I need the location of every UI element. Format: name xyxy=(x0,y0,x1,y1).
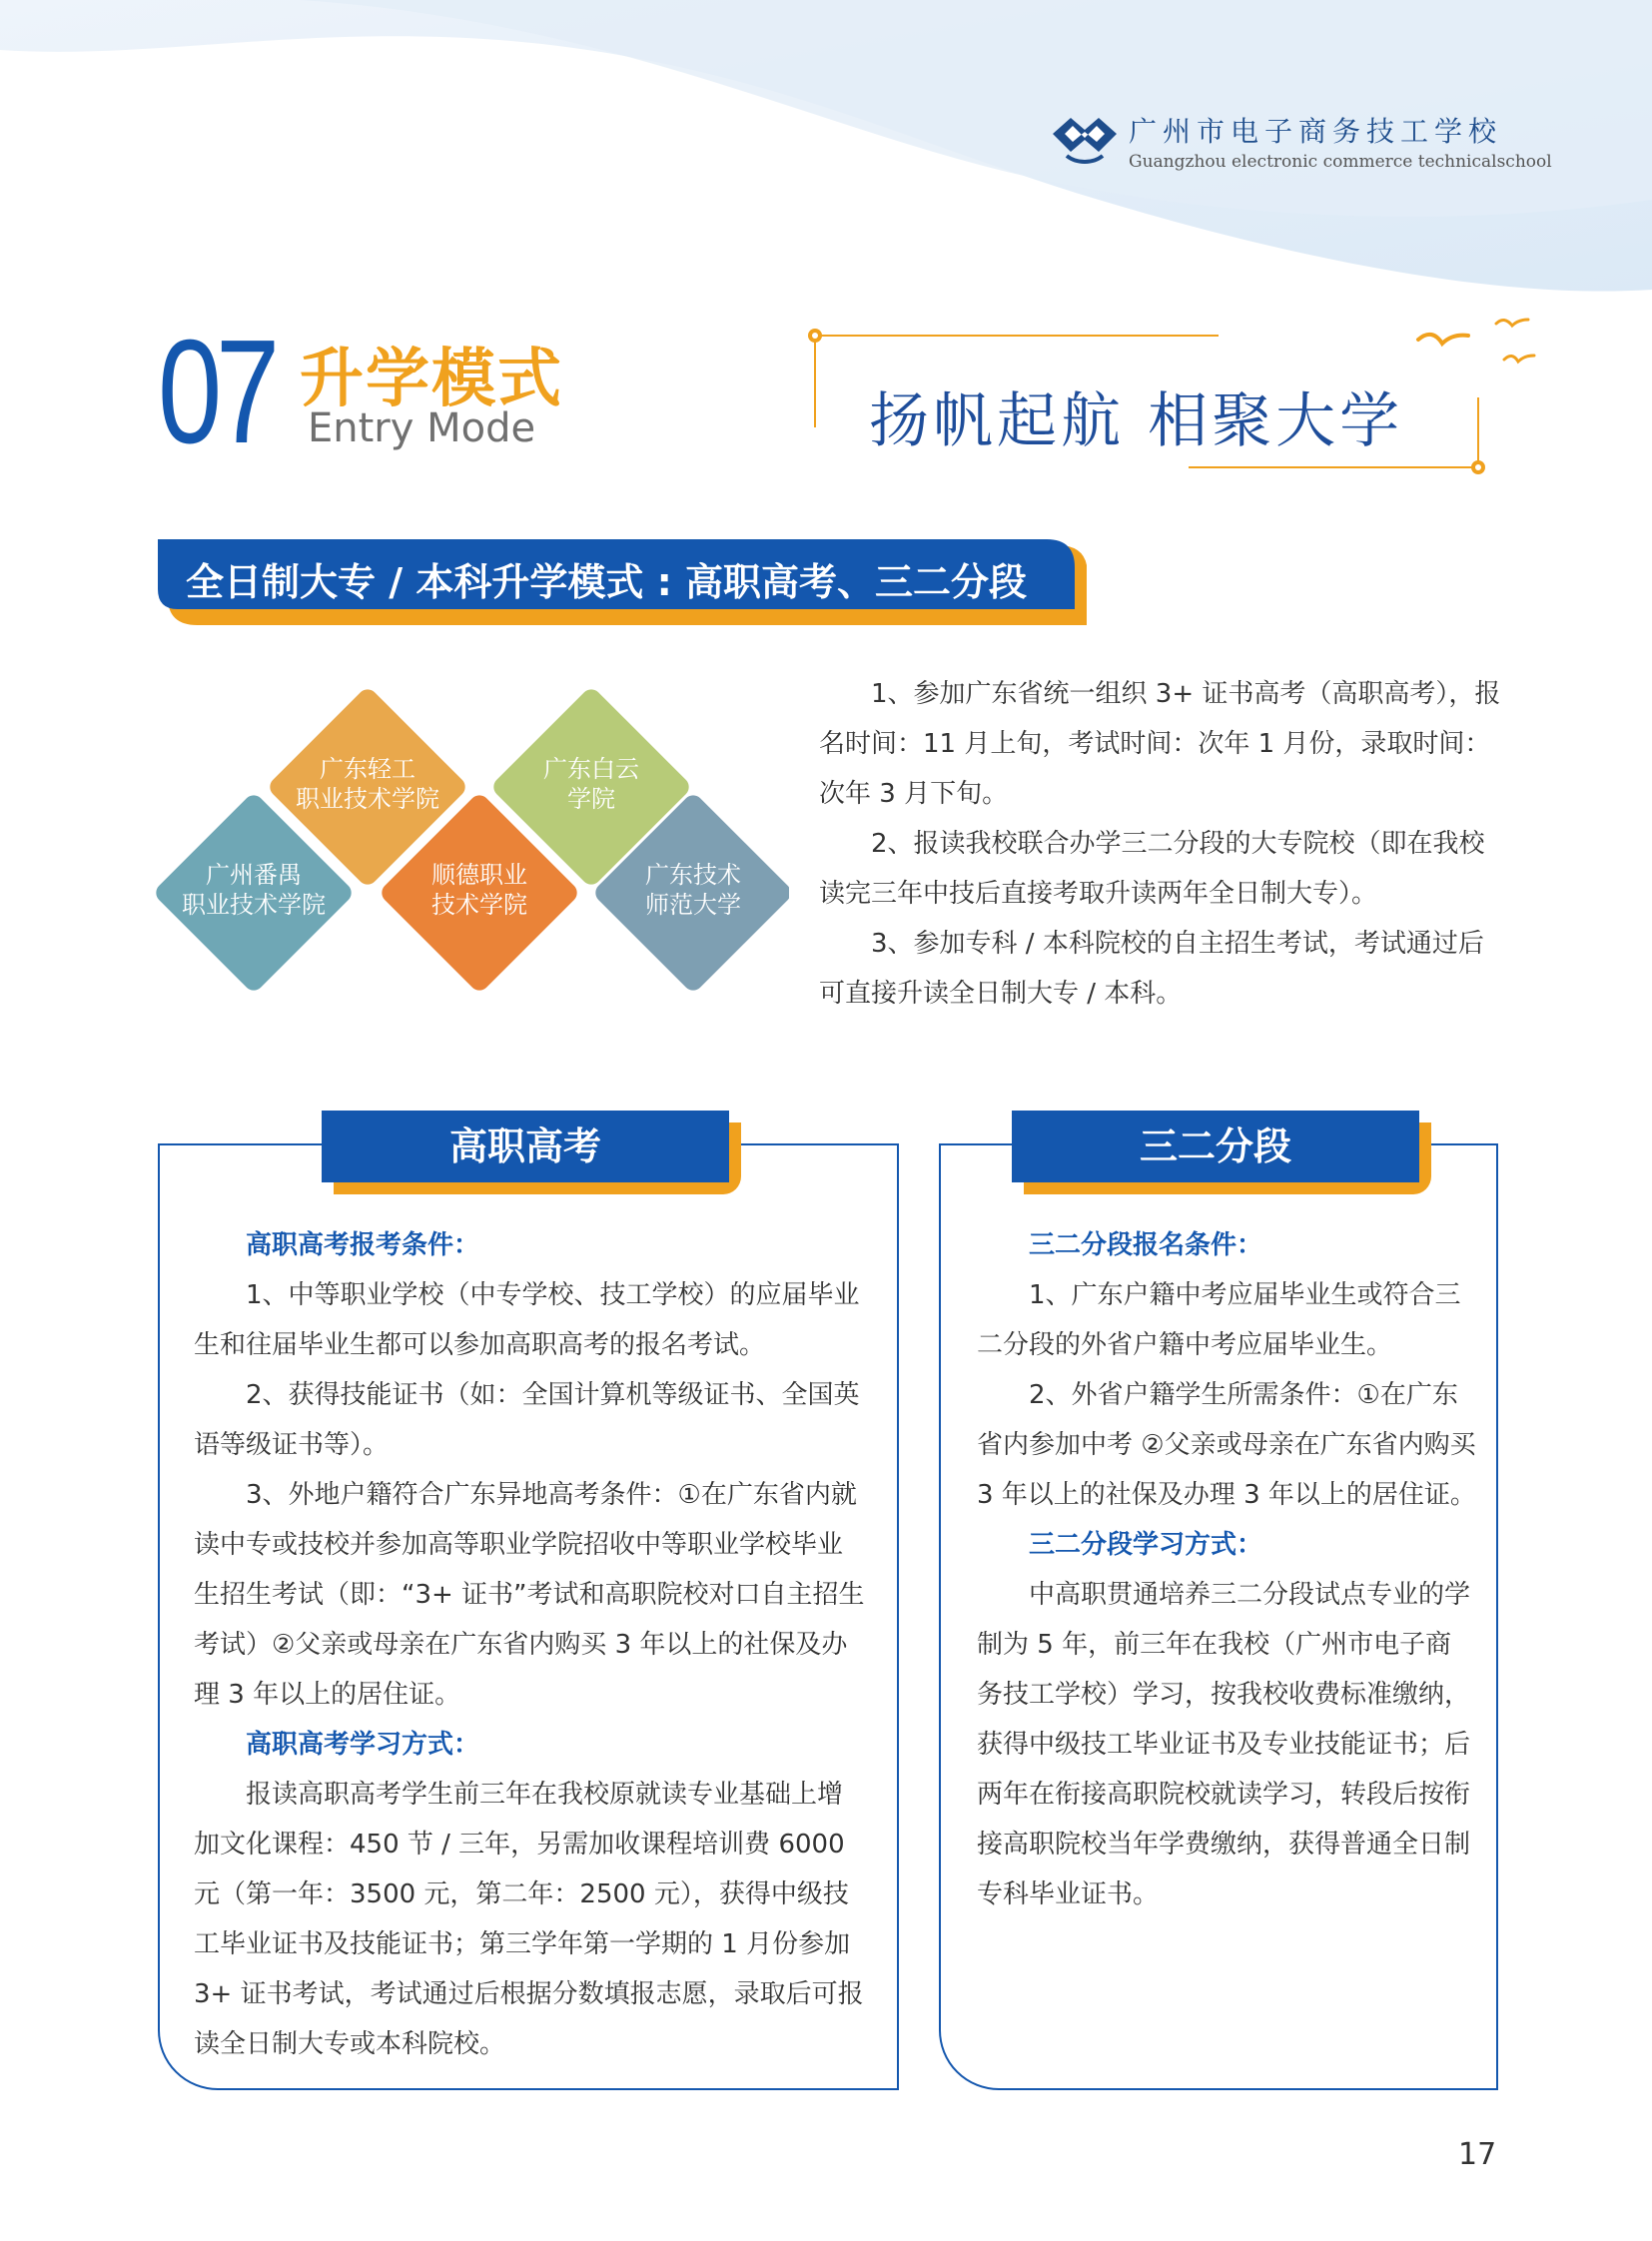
school-logo-icon xyxy=(1049,112,1121,164)
gaozhi-condition-1: 1、中等职业学校（中专学校、技工学校）的应届毕业生和往届毕业生都可以参加高职高考的报名考试。 xyxy=(194,1280,860,1360)
college-diamond-diagram xyxy=(150,679,789,999)
main-banner-text: 全日制大专 / 本科升学模式 : 高职高考、三二分段 xyxy=(186,560,1027,604)
section-title: 升学模式 xyxy=(300,343,563,416)
intro-paragraph-1: 1、参加广东省统一组织 3+ 证书高考（高职高考），报名时间：11 月上旬，考试时间：次年 1 月份，录取时间：次年 3 月下旬。 xyxy=(819,679,1501,809)
college-label-baiyun-1: 广东白云 xyxy=(543,755,639,783)
school-name-en: Guangzhou electronic commerce technicalschool xyxy=(1129,152,1552,172)
sanerfen-study-text: 中高职贯通培养三二分段试点专业的学制为 5 年，前三年在我校（广州市电子商务技工学校）学习，按我校收费标准缴纳，获得中级技工毕业证书及专业技能证书；后两年在衔接高职院校就读学习，转段后按衔接高职院校当年学费缴纳，获得普通全日制专科毕业证书。 xyxy=(977,1580,1471,1909)
sanerfen-body xyxy=(977,1220,1476,1919)
college-label-panyu-1: 广州番禺 xyxy=(206,861,302,889)
section-subtitle: Entry Mode xyxy=(308,405,536,451)
intro-paragraph-3: 3、参加专科 / 本科院校的自主招生考试，考试通过后可直接升读全日制大专 / 本科。 xyxy=(819,929,1484,1009)
birds-icon xyxy=(1408,310,1538,379)
school-name-cn: 广州市电子商务技工学校 xyxy=(1129,115,1503,148)
section-number: 07 xyxy=(158,310,274,474)
college-label-qinggong-1: 广东轻工 xyxy=(320,755,415,783)
gaozhi-study-text: 报读高职高考学生前三年在我校原就读专业基础上增加文化课程：450 节 / 三年，另需加收课程培训费 6000 元（第一年：3500 元，第二年：2500 元），获得中级技工毕业证书及技能证书；第三学年第一学期的 1 月份参加 3+ 证书考试，考试通过后根据分数填报志愿，录取后可报读全日制大专或本科院校。 xyxy=(194,1780,864,2059)
sanerfen-conditions-heading: 三二分段报名条件： xyxy=(1029,1230,1263,1260)
sanerfen-condition-2: 2、外省户籍学生所需条件：①在广东省内参加中考 ②父亲或母亲在广东省内购买 3 年以上的社保及办理 3 年以上的居住证。 xyxy=(977,1380,1476,1510)
college-label-shunde-1: 顺德职业 xyxy=(431,861,527,889)
gaozhi-conditions-heading: 高职高考报考条件： xyxy=(246,1230,480,1260)
gaozhi-tab: 高职高考 xyxy=(322,1111,729,1182)
gaozhi-condition-3: 3、外地户籍符合广东异地高考条件：①在广东省内就读中专或技校并参加高等职业学院招收中等职业学校毕业生招生考试（即：“3+ 证书”考试和高职院校对口自主招生考试）②父亲或母亲在广东省内购买 3 年以上的社保及办理 3 年以上的居住证。 xyxy=(194,1480,865,1710)
college-label-baiyun-2: 学院 xyxy=(567,785,615,813)
page-number: 17 xyxy=(1458,2137,1497,2172)
gaozhi-study-heading: 高职高考学习方式： xyxy=(246,1730,480,1760)
sanerfen-study-heading: 三二分段学习方式： xyxy=(1029,1530,1263,1560)
gaozhi-body xyxy=(194,1220,865,2069)
slogan-text: 扬帆起航 相聚大学 xyxy=(869,386,1404,456)
intro-paragraph-2: 2、报读我校联合办学三二分段的大专院校（即在我校读完三年中技后直接考取升读两年全日制大专）。 xyxy=(819,829,1485,909)
college-label-qinggong-2: 职业技术学院 xyxy=(296,785,439,813)
sanerfen-condition-1: 1、广东户籍中考应届毕业生或符合三二分段的外省户籍中考应届毕业生。 xyxy=(977,1280,1461,1360)
college-label-jishi-2: 师范大学 xyxy=(645,891,741,919)
college-label-jishi-1: 广东技术 xyxy=(645,861,741,889)
sanerfen-tab: 三二分段 xyxy=(1012,1111,1419,1182)
college-label-panyu-2: 职业技术学院 xyxy=(182,891,326,919)
college-label-shunde-2: 技术学院 xyxy=(431,891,527,919)
gaozhi-condition-2: 2、获得技能证书（如：全国计算机等级证书、全国英语等级证书等）。 xyxy=(194,1380,860,1460)
intro-text xyxy=(819,669,1508,1019)
header-wave-background xyxy=(0,0,1652,300)
